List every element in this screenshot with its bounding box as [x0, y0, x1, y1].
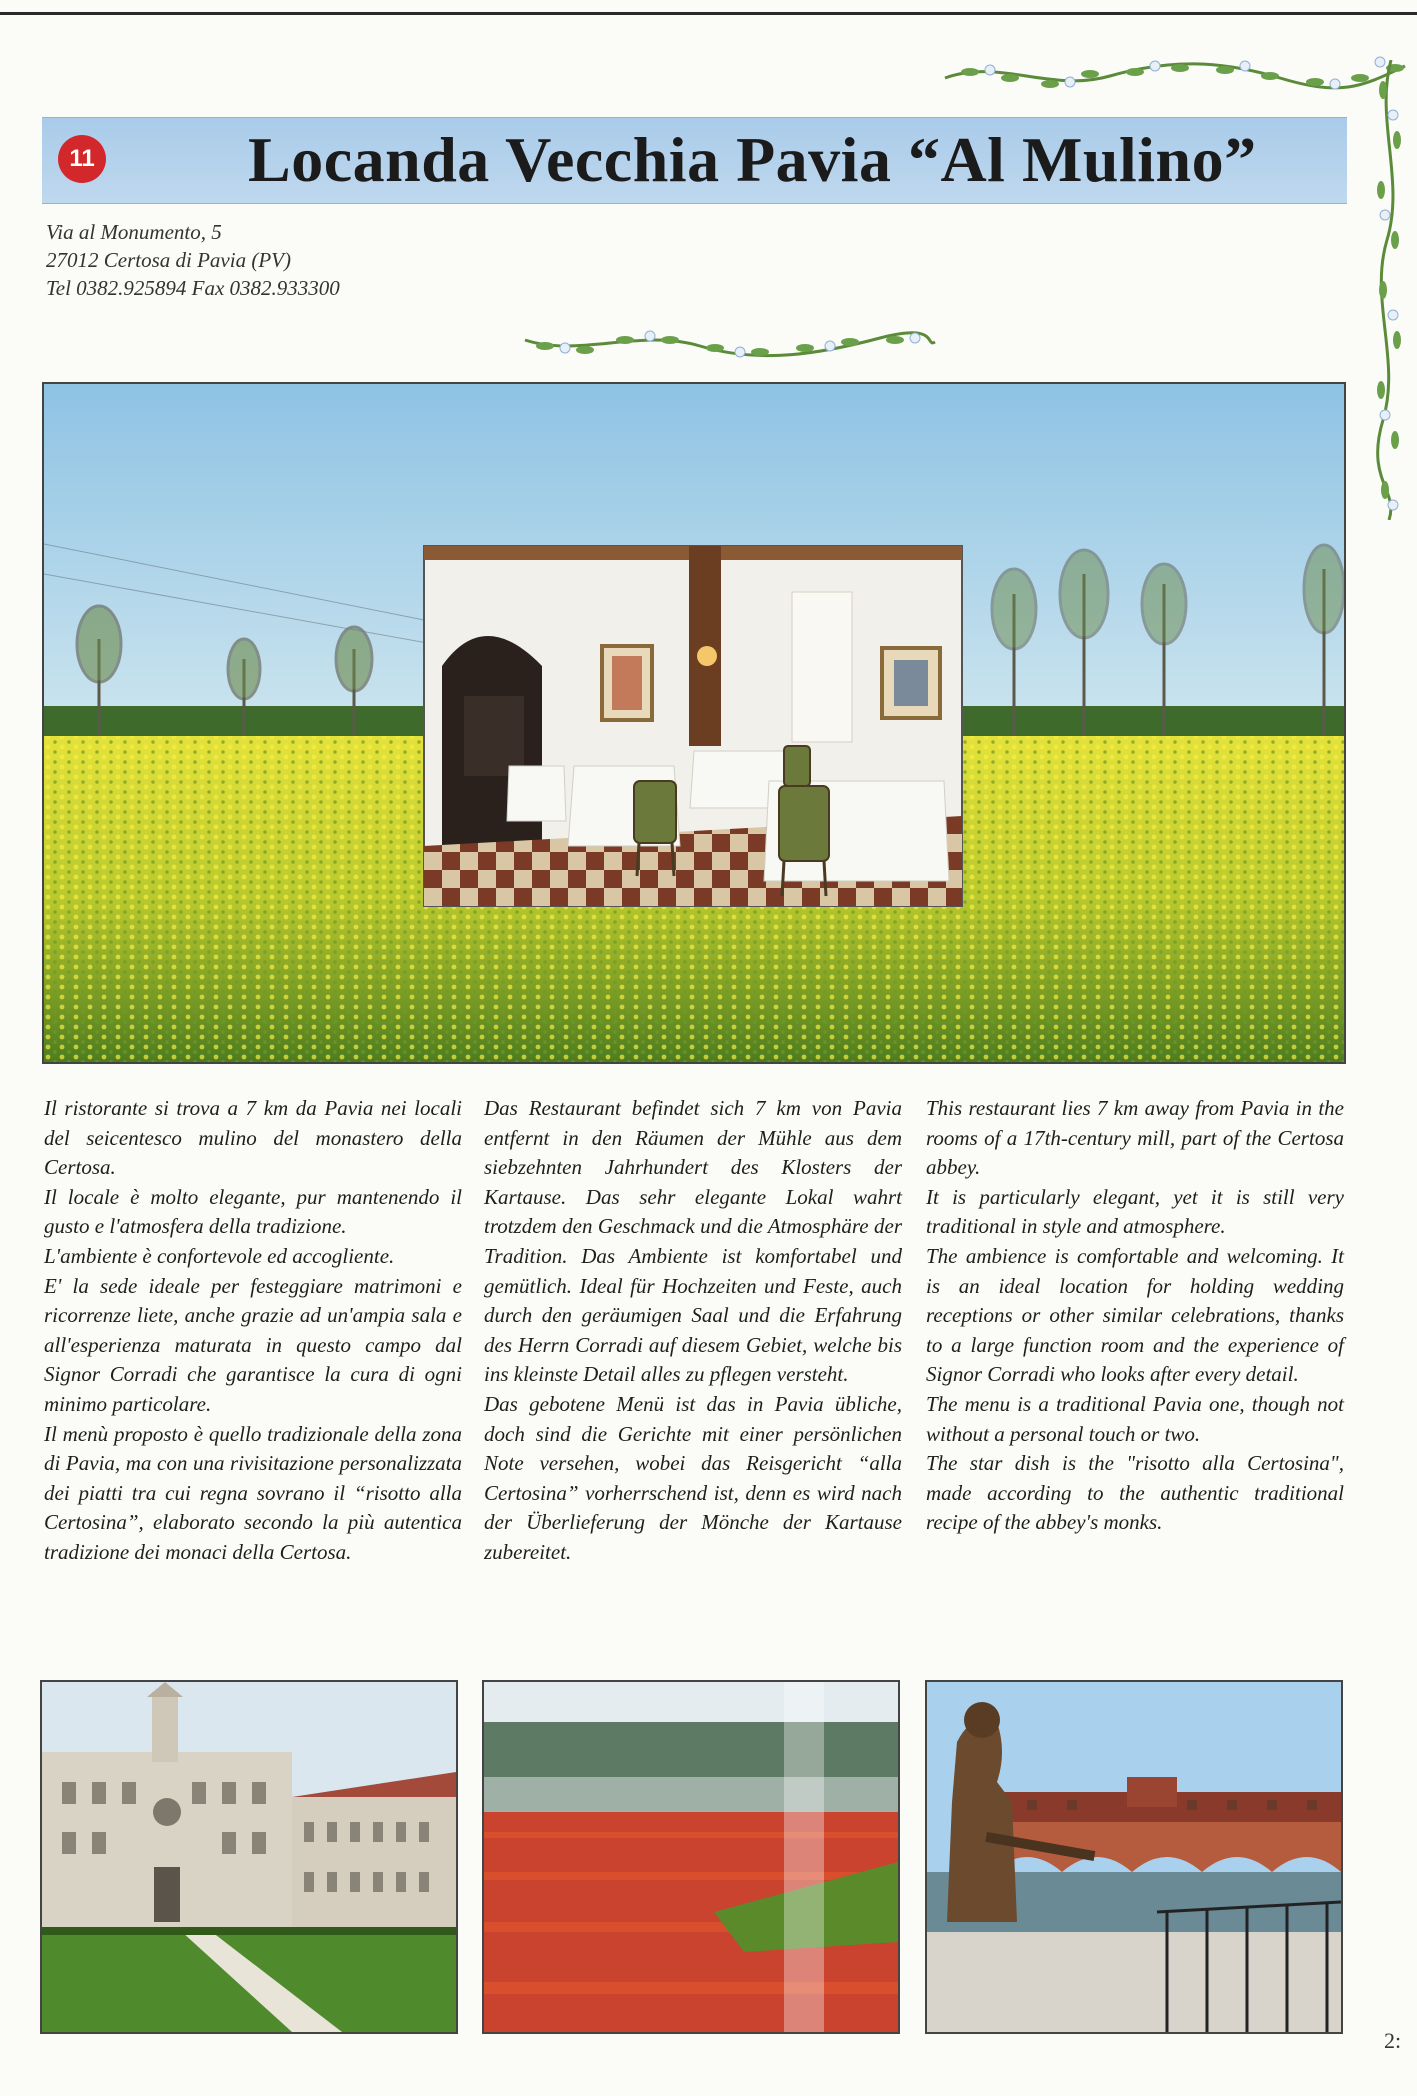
top-rule	[0, 12, 1417, 15]
english-paragraph: The ambience is comfortable and welcoming. It is an ideal location for holding wedding receptions or other similar celebrations, thanks to a large function room and the experience of Signor Corradi who looks after every detail.	[926, 1243, 1344, 1387]
certosa-abbey-photo	[40, 1680, 458, 2034]
english-paragraph: It is particularly elegant, yet it is still very traditional in style and atmosphere.	[926, 1184, 1344, 1239]
address-street: Via al Monumento, 5	[46, 220, 222, 244]
floral-vine-right	[1365, 60, 1413, 520]
address-phone: Tel 0382.925894 Fax 0382.933300	[46, 276, 340, 300]
address-block	[46, 218, 340, 302]
floral-vine-top	[940, 48, 1410, 100]
page-number: 2:	[1384, 2028, 1402, 2053]
italian-paragraph: Il ristorante si trova a 7 km da Pavia nei locali del seicentesco mulino del monastero della Certosa.	[44, 1096, 462, 1180]
german-text-column	[484, 1094, 902, 1568]
italian-paragraph: L'ambiente è confortevole ed accogliente.	[44, 1243, 395, 1268]
address-city: 27012 Certosa di Pavia (PV)	[46, 248, 291, 272]
page-title: Locanda Vecchia Pavia “Al Mulino”	[248, 124, 1257, 195]
entry-number-badge: 11	[58, 135, 106, 183]
german-paragraph: Das gebotene Menü ist das in Pavia übliche, doch sind die Gerichte mit einer persönlichen Note versehen, wobei das Reisgericht “alla Certosina” vorherrschend ist, denn es wird nach der Überlieferung der Mönche der Kartause zubereitet.	[484, 1391, 902, 1564]
covered-bridge-statue-photo	[925, 1680, 1343, 2034]
english-paragraph: This restaurant lies 7 km away from Pavia in the rooms of a 17th-century mill, part of the Certosa abbey.	[926, 1096, 1344, 1180]
italian-text-column	[44, 1094, 462, 1568]
german-paragraph: Das Restaurant befindet sich 7 km von Pavia entfernt in den Räumen der Mühle aus dem siebzehnten Jahrhundert des Klosters der Kartause. Das sehr elegante Lokal wahrt trotzdem den Geschmack und die Atmosphäre der Tradition. Das Ambiente ist komfortabel und gemütlich. Ideal für Hochzeiten und Feste, auch durch den geräumigen Saal und die Erfahrung des Herrn Corradi auf diesem Gebiet, welche bis ins kleinste Detail alles zu pflegen versteht.	[484, 1096, 902, 1387]
english-paragraph: The star dish is the "risotto alla Certosina", made according to the authentic traditional recipe of the abbey's monks.	[926, 1451, 1344, 1535]
floral-vine-divider	[520, 318, 940, 368]
italian-paragraph: Il locale è molto elegante, pur mantenendo il gusto e l'atmosfera della tradizione.	[44, 1184, 462, 1239]
italian-paragraph: E' la sede ideale per festeggiare matrimoni e ricorrenze liete, anche grazie ad un'ampia sala e all'esperienza maturata in questo campo dal Signor Corradi che garantisce la cura di ogni minimo particolare.	[44, 1273, 462, 1416]
english-paragraph: The menu is a traditional Pavia one, though not without a personal touch or two.	[926, 1391, 1344, 1446]
hero-photo	[42, 382, 1346, 1064]
poppy-field-photo	[482, 1680, 900, 2034]
english-text-column	[926, 1094, 1344, 1538]
italian-paragraph: Il menù proposto è quello tradizionale della zona di Pavia, ma con una rivisitazione personalizzata dei piatti tra cui regna sovrano il “risotto alla Certosina”, elaborato secondo la più autentica tradizione dei monaci della Certosa.	[44, 1421, 462, 1564]
